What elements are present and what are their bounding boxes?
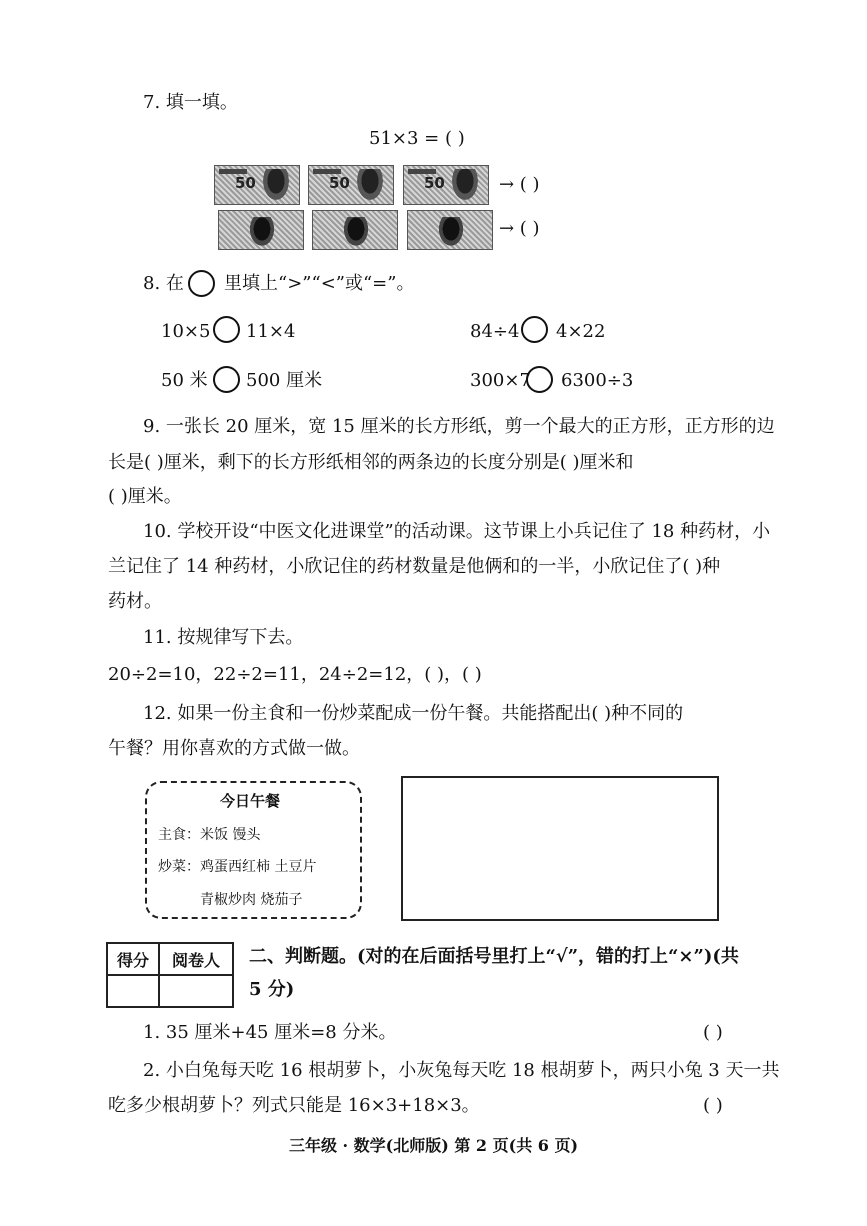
q12-line2: 午餐？用你喜欢的方式做一做。: [108, 738, 360, 759]
q8-item-left: 84÷4: [470, 321, 520, 342]
q9-line3: ( )厘米。: [108, 486, 182, 507]
section2-heading-line2: 5 分): [249, 979, 295, 1000]
banknote-image: [218, 210, 304, 250]
q10-line3: 药材。: [108, 591, 162, 612]
compare-circle[interactable]: [213, 316, 240, 343]
q8-title-post: 里填上“>”“<”或“=”。: [224, 273, 415, 294]
menu-dishes-line1: 炒菜：鸡蛋西红柿 土豆片: [158, 859, 317, 875]
q11-sequence: 20÷2=10，22÷2=11，24÷2=12，( )，( ): [108, 664, 482, 685]
q8-item-left: 50 米: [161, 370, 208, 391]
judge-item-1-bracket[interactable]: ( ): [703, 1022, 723, 1043]
q8-item-left: 10×5: [161, 321, 211, 342]
q7-title: 7. 填一填。: [143, 92, 238, 113]
judge-item-2-line2: 吃多少根胡萝卜？列式只能是 16×3+18×3。: [108, 1095, 480, 1116]
score-table: [106, 942, 234, 1008]
q8-title-pre: 8. 在: [143, 273, 184, 294]
judge-item-2-line1: 2. 小白兔每天吃 16 根胡萝卜，小灰兔每天吃 18 根胡萝卜，两只小兔 3 天一共: [143, 1060, 780, 1081]
banknote-image: 50: [308, 165, 394, 205]
q8-item-left: 300×7: [470, 370, 531, 391]
score-cell[interactable]: [107, 975, 159, 1007]
q9-line2: 长是( )厘米，剩下的长方形纸相邻的两条边的长度分别是( )厘米和: [108, 452, 634, 473]
q7-answer-row2: → ( ): [499, 218, 540, 239]
q7-answer-row1: → ( ): [499, 174, 540, 195]
judge-item-2-bracket[interactable]: ( ): [703, 1095, 723, 1116]
menu-staple: 主食：米饭 馒头: [158, 827, 261, 843]
q9-line1: 9. 一张长 20 厘米，宽 15 厘米的长方形纸，剪一个最大的正方形，正方形的边: [143, 416, 775, 437]
page-footer: 三年级 · 数学(北师版) 第 2 页(共 6 页): [288, 1136, 579, 1155]
section2-heading-line1: 二、判断题。(对的在后面括号里打上“√”，错的打上“×”)(共: [249, 946, 739, 967]
judge-item-1: 1. 35 厘米+45 厘米=8 分米。: [143, 1022, 397, 1043]
q8-item-right: 11×4: [246, 321, 296, 342]
q7-equation: 51×3 = ( ): [369, 128, 465, 149]
banknote-image: 50: [214, 165, 300, 205]
q8-item-right: 6300÷3: [561, 370, 634, 391]
q11-title: 11. 按规律写下去。: [143, 627, 304, 648]
compare-circle[interactable]: [213, 366, 240, 393]
compare-circle[interactable]: [521, 316, 548, 343]
banknote-image: [407, 210, 493, 250]
menu-dishes-line2: 青椒炒肉 烧茄子: [200, 892, 303, 908]
q12-line1: 12. 如果一份主食和一份炒菜配成一份午餐。共能搭配出( )种不同的: [143, 703, 684, 724]
score-label: 得分: [107, 943, 159, 975]
q8-item-right: 4×22: [556, 321, 606, 342]
grader-cell[interactable]: [159, 975, 233, 1007]
compare-circle[interactable]: [526, 366, 553, 393]
q10-line2: 兰记住了 14 种药材，小欣记住的药材数量是他俩和的一半，小欣记住了( )种: [108, 556, 721, 577]
menu-title: 今日午餐: [220, 792, 281, 810]
answer-work-area[interactable]: [401, 776, 719, 921]
q8-item-right: 500 厘米: [246, 370, 323, 391]
banknote-image: 50: [403, 165, 489, 205]
q10-line1: 10. 学校开设“中医文化进课堂”的活动课。这节课上小兵记住了 18 种药材，小: [143, 521, 771, 542]
compare-circle[interactable]: [188, 270, 215, 297]
grader-label: 阅卷人: [159, 943, 233, 975]
banknote-image: [312, 210, 398, 250]
